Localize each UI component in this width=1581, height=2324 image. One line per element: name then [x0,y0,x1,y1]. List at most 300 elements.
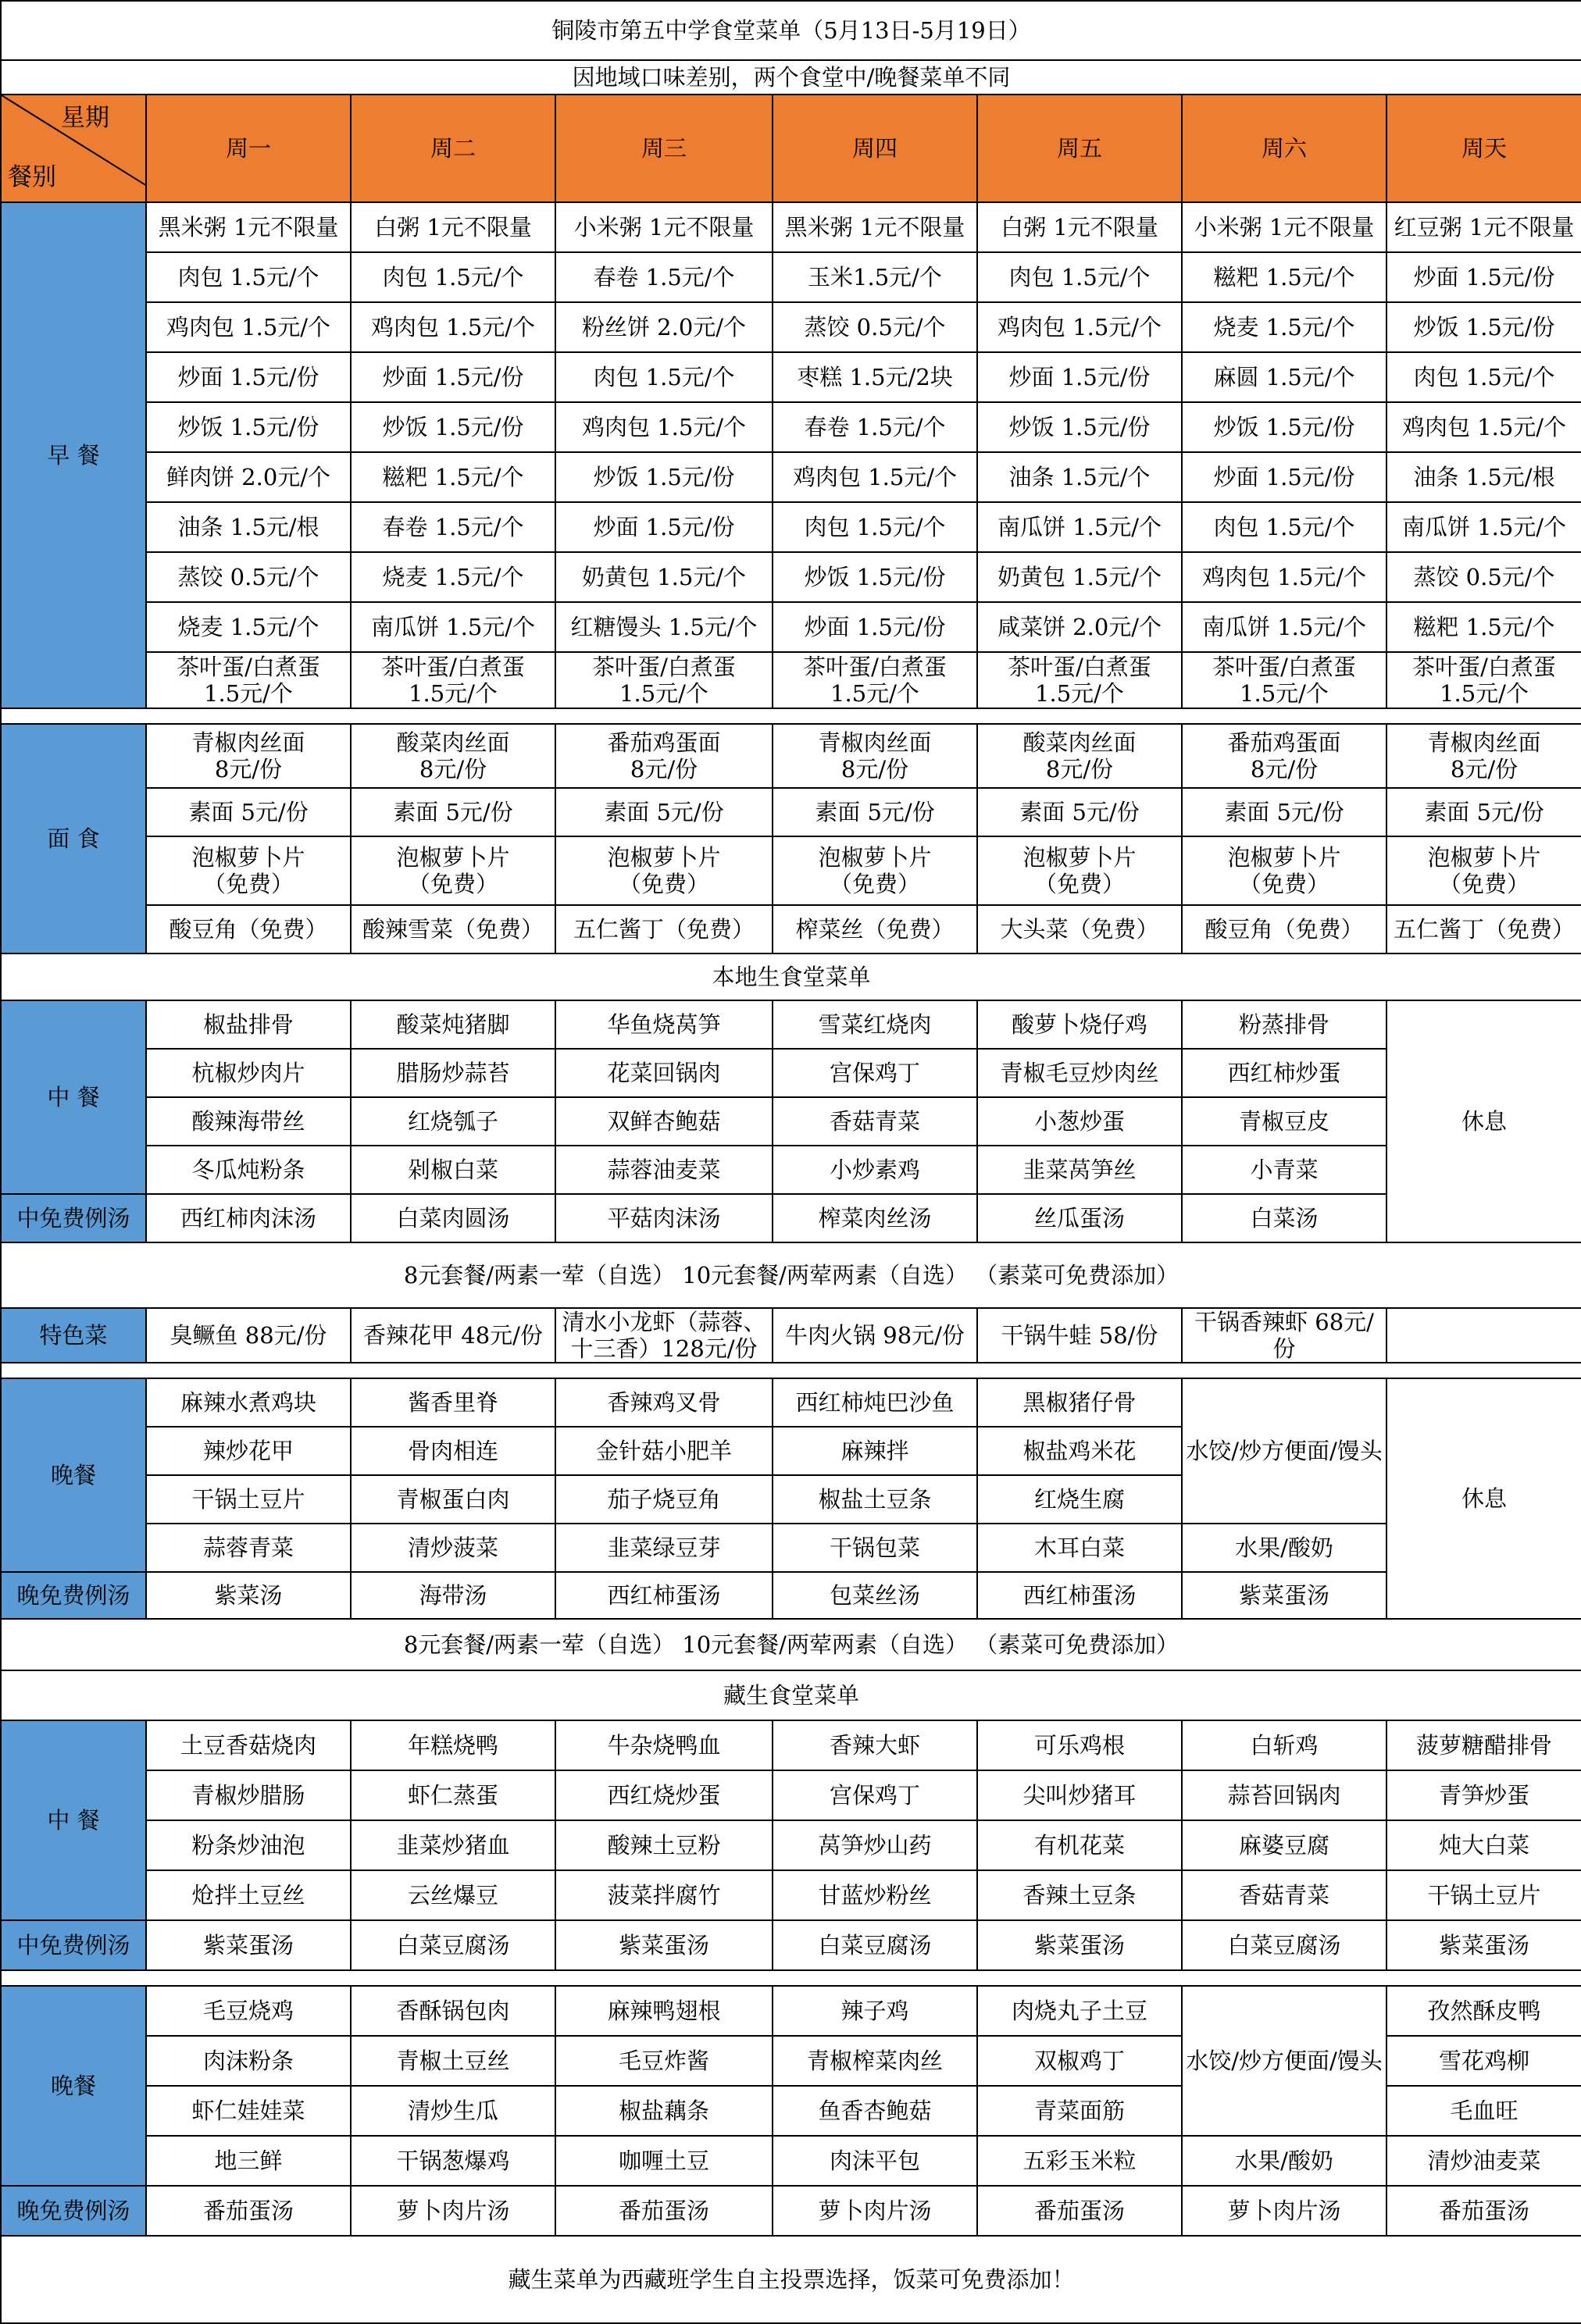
tibet-lunch-section [1,1720,1581,1970]
menu-item: 冬瓜炖粉条 [146,1146,351,1194]
noodle-section [1,724,1581,953]
local-lunch-row [1,1000,1581,1049]
menu-item: 有机花菜 [977,1820,1182,1870]
soup-item: 番茄蛋汤 [555,2186,773,2236]
soup-item: 白菜豆腐汤 [351,1920,555,1970]
menu-item: 青笋炒蛋 [1386,1770,1581,1820]
menu-item: 雪花鸡柳 [1386,2036,1581,2086]
menu-item: 油条 1.5元/根 [146,502,351,552]
special-item: 干锅香辣虾 68元/ 份 [1182,1308,1386,1363]
menu-item: 清炒油麦菜 [1386,2136,1581,2186]
soup-item: 番茄蛋汤 [1386,2186,1581,2236]
soup-item: 紫菜蛋汤 [555,1920,773,1970]
meal-label-lunch: 中 餐 [1,1000,146,1194]
menu-item: 番茄鸡蛋面 8元/份 [555,724,773,788]
menu-item: 蒜蓉青菜 [146,1524,351,1572]
local-lunch-row [1,1146,1581,1194]
local-lunch-section [1,1000,1581,1242]
menu-item: 红烧生腐 [977,1475,1182,1524]
menu-item: 土豆香菇烧肉 [146,1720,351,1770]
menu-item: 香酥锅包肉 [351,1986,555,2036]
menu-item: 五彩玉米粒 [977,2136,1182,2186]
menu-item: 五仁酱丁（免费） [555,905,773,953]
header-corner-cell [1,94,146,202]
menu-item: 虾仁娃娃菜 [146,2086,351,2136]
menu-item: 麻婆豆腐 [1182,1820,1386,1870]
menu-item: 炒面 1.5元/份 [1182,452,1386,502]
menu-item: 青椒炒腊肠 [146,1770,351,1820]
noodle-row [1,836,1581,905]
menu-item: 干锅葱爆鸡 [351,2136,555,2186]
local-lunch-note: 8元套餐/两素一荤（自选） 10元套餐/两荤两素（自选） （素菜可免费添加） [1,1242,1581,1308]
menu-item: 炒饭 1.5元/份 [146,402,351,452]
footer-note: 藏生菜单为西藏班学生自主投票选择，饭菜可免费添加！ [1,2236,1581,2323]
menu-item: 蒸饺 0.5元/个 [1386,552,1581,602]
menu-item: 烧麦 1.5元/个 [351,552,555,602]
menu-item: 辣炒花甲 [146,1427,351,1475]
menu-item: 小米粥 1元不限量 [555,202,773,252]
menu-item: 小青菜 [1182,1146,1386,1194]
meal-label-lunch: 中 餐 [1,1720,146,1920]
menu-item: 孜然酥皮鸭 [1386,1986,1581,2036]
menu-item: 枣糕 1.5元/2块 [773,352,977,402]
saturday-fruit: 水果/酸奶 [1182,1524,1386,1572]
soup-item: 海带汤 [351,1572,555,1619]
menu-item: 酸辣土豆粉 [555,1820,773,1870]
saturday-fruit: 水果/酸奶 [1182,2136,1386,2186]
menu-item: 春卷 1.5元/个 [555,252,773,302]
menu-item: 烧麦 1.5元/个 [146,602,351,652]
menu-item: 椒盐藕条 [555,2086,773,2136]
menu-item: 西红柿炖巴沙鱼 [773,1378,977,1427]
menu-item: 华鱼烧莴笋 [555,1000,773,1049]
menu-item: 肉包 1.5元/个 [555,352,773,402]
menu-item: 干锅土豆片 [1386,1870,1581,1920]
breakfast-row [1,502,1581,552]
local-lunch-row [1,1049,1581,1097]
local-dinner-note: 8元套餐/两素一荤（自选） 10元套餐/两荤两素（自选） （素菜可免费添加） [1,1619,1581,1670]
corner-weekday-label: 星期 [61,104,109,132]
menu-item: 地三鲜 [146,2136,351,2186]
soup-label: 中免费例汤 [1,1920,146,1970]
menu-item: 雪菜红烧肉 [773,1000,977,1049]
menu-item: 青椒毛豆炒肉丝 [977,1049,1182,1097]
menu-item: 尖叫炒猪耳 [977,1770,1182,1820]
menu-item: 素面 5元/份 [1386,788,1581,836]
menu-item: 清炒菠菜 [351,1524,555,1572]
menu-item: 白粥 1元不限量 [351,202,555,252]
menu-item: 牛杂烧鸭血 [555,1720,773,1770]
menu-item: 糍粑 1.5元/个 [1386,602,1581,652]
special-item: 牛肉火锅 98元/份 [773,1308,977,1363]
menu-item: 木耳白菜 [977,1524,1182,1572]
menu-item: 肉沫平包 [773,2136,977,2186]
menu-item: 韭菜莴笋丝 [977,1146,1182,1194]
menu-item: 红糖馒头 1.5元/个 [555,602,773,652]
menu-item: 粉丝饼 2.0元/个 [555,302,773,352]
meal-label-breakfast: 早 餐 [1,202,146,708]
menu-item: 双椒鸡丁 [977,2036,1182,2086]
special-item: 干锅牛蛙 58/份 [977,1308,1182,1363]
soup-item: 白菜汤 [1182,1194,1386,1242]
menu-item: 菠萝糖醋排骨 [1386,1720,1581,1770]
soup-item: 丝瓜蛋汤 [977,1194,1182,1242]
menu-item: 春卷 1.5元/个 [773,402,977,452]
menu-item: 干锅土豆片 [146,1475,351,1524]
menu-item: 蒜蓉油麦菜 [555,1146,773,1194]
menu-item: 茶叶蛋/白煮蛋 1.5元/个 [351,652,555,708]
menu-item: 素面 5元/份 [1182,788,1386,836]
menu-item: 辣子鸡 [773,1986,977,2036]
tibet-lunch-row [1,1720,1581,1770]
local-dinner-row [1,1524,1581,1572]
menu-item: 香辣大虾 [773,1720,977,1770]
menu-item: 小葱炒蛋 [977,1097,1182,1146]
menu-item: 炒面 1.5元/份 [555,502,773,552]
menu-item: 泡椒萝卜片 （免费） [1182,836,1386,905]
menu-item: 泡椒萝卜片 （免费） [351,836,555,905]
menu-item: 酸辣雪菜（免费） [351,905,555,953]
soup-item: 番茄蛋汤 [977,2186,1182,2236]
soup-item: 紫菜汤 [146,1572,351,1619]
noodle-row [1,905,1581,953]
menu-item: 双鲜杏鲍菇 [555,1097,773,1146]
soup-item: 萝卜肉片汤 [351,2186,555,2236]
soup-item: 白菜肉圆汤 [351,1194,555,1242]
soup-item: 平菇肉沫汤 [555,1194,773,1242]
rest-label: 休息 [1386,1000,1581,1242]
breakfast-row [1,352,1581,402]
menu-item: 韭菜炒猪血 [351,1820,555,1870]
menu-item: 炒饭 1.5元/份 [773,552,977,602]
menu-item: 咖喱土豆 [555,2136,773,2186]
noodle-row [1,724,1581,788]
menu-item: 毛豆炸酱 [555,2036,773,2086]
menu-item: 黑椒猪仔骨 [977,1378,1182,1427]
menu-item: 白斩鸡 [1182,1720,1386,1770]
menu-item: 小米粥 1元不限量 [1182,202,1386,252]
menu-item: 骨肉相连 [351,1427,555,1475]
menu-item: 茶叶蛋/白煮蛋 1.5元/个 [773,652,977,708]
menu-item: 酸辣海带丝 [146,1097,351,1146]
menu-item: 椒盐土豆条 [773,1475,977,1524]
breakfast-section [1,202,1581,708]
menu-item: 玉米1.5元/个 [773,252,977,302]
menu-item: 杭椒炒肉片 [146,1049,351,1097]
menu-item: 炒面 1.5元/份 [773,602,977,652]
menu-item: 酸豆角（免费） [146,905,351,953]
menu-item: 酱香里脊 [351,1378,555,1427]
soup-item: 榨菜肉丝汤 [773,1194,977,1242]
breakfast-row [1,452,1581,502]
menu-item: 五仁酱丁（免费） [1386,905,1581,953]
menu-item: 麻辣拌 [773,1427,977,1475]
day-header: 周六 [1182,94,1386,202]
menu-item: 花菜回锅肉 [555,1049,773,1097]
menu-item: 油条 1.5元/根 [1386,452,1581,502]
menu-item: 青椒榨菜肉丝 [773,2036,977,2086]
soup-label: 中免费例汤 [1,1194,146,1242]
menu-item: 炒饭 1.5元/份 [351,402,555,452]
menu-item: 青椒肉丝面 8元/份 [1386,724,1581,788]
soup-item: 紫菜蛋汤 [146,1920,351,1970]
local-lunch-soup-row [1,1194,1581,1242]
saturday-staple: 水饺/炒方便面/馒头 [1182,1378,1386,1524]
local-dinner-row [1,1378,1581,1427]
menu-item: 韭菜绿豆芽 [555,1524,773,1572]
menu-item: 香菇青菜 [1182,1870,1386,1920]
local-dinner-section [1,1378,1581,1619]
menu-item: 红豆粥 1元不限量 [1386,202,1581,252]
menu-item: 烧麦 1.5元/个 [1182,302,1386,352]
menu-item: 素面 5元/份 [773,788,977,836]
meal-label-special: 特色菜 [1,1308,146,1363]
menu-item: 肉包 1.5元/个 [1182,502,1386,552]
soup-item: 白菜豆腐汤 [773,1920,977,1970]
menu-item: 鱼香杏鲍菇 [773,2086,977,2136]
menu-item: 青椒土豆丝 [351,2036,555,2086]
soup-item: 番茄蛋汤 [146,2186,351,2236]
menu-item: 素面 5元/份 [351,788,555,836]
menu-item: 酸豆角（免费） [1182,905,1386,953]
menu-item: 素面 5元/份 [555,788,773,836]
menu-item: 香辣鸡叉骨 [555,1378,773,1427]
menu-item: 肉沫粉条 [146,2036,351,2086]
meal-label-dinner: 晚餐 [1,1986,146,2186]
menu-item: 西红烧炒蛋 [555,1770,773,1820]
menu-item: 云丝爆豆 [351,1870,555,1920]
special-item: 清水小龙虾（蒜蓉、 十三香）128元/份 [555,1308,773,1363]
menu-item: 白粥 1元不限量 [977,202,1182,252]
local-lunch-row [1,1097,1581,1146]
menu-item: 素面 5元/份 [977,788,1182,836]
day-header: 周四 [773,94,977,202]
soup-item: 西红柿蛋汤 [555,1572,773,1619]
soup-item: 紫菜蛋汤 [1182,1572,1386,1619]
menu-item: 粉蒸排骨 [1182,1000,1386,1049]
special-item [1386,1308,1581,1363]
menu-item: 奶黄包 1.5元/个 [977,552,1182,602]
menu-item: 茶叶蛋/白煮蛋 1.5元/个 [1182,652,1386,708]
breakfast-row [1,202,1581,252]
menu-item: 南瓜饼 1.5元/个 [1182,602,1386,652]
menu-item: 酸菜肉丝面 8元/份 [977,724,1182,788]
menu-item: 肉烧丸子土豆 [977,1986,1182,2036]
menu-item: 炝拌土豆丝 [146,1870,351,1920]
menu-item: 椒盐鸡米花 [977,1427,1182,1475]
menu-item: 酸菜肉丝面 8元/份 [351,724,555,788]
menu-item: 青椒肉丝面 8元/份 [146,724,351,788]
menu-item: 肉包 1.5元/个 [146,252,351,302]
menu-item: 炒面 1.5元/份 [146,352,351,402]
section-gap [1,1970,1581,1986]
menu-item: 油条 1.5元/个 [977,452,1182,502]
menu-item: 鸡肉包 1.5元/个 [773,452,977,502]
menu-item: 酸萝卜烧仔鸡 [977,1000,1182,1049]
soup-item: 紫菜蛋汤 [977,1920,1182,1970]
menu-item: 宫保鸡丁 [773,1770,977,1820]
local-canteen-title: 本地生食堂菜单 [1,953,1581,1000]
menu-item: 菠菜拌腐竹 [555,1870,773,1920]
menu-item: 香菇青菜 [773,1097,977,1146]
menu-item: 炒饭 1.5元/份 [555,452,773,502]
menu-item: 炒饭 1.5元/份 [977,402,1182,452]
special-dishes-row [1,1308,1581,1363]
soup-item: 包菜丝汤 [773,1572,977,1619]
day-header: 周一 [146,94,351,202]
soup-item: 萝卜肉片汤 [1182,2186,1386,2236]
section-gap [1,1363,1581,1378]
menu-item: 炒面 1.5元/份 [351,352,555,402]
day-header-row [1,94,1581,202]
breakfast-row [1,402,1581,452]
soup-item: 紫菜蛋汤 [1386,1920,1581,1970]
meal-label-noodles: 面 食 [1,724,146,953]
tibet-dinner-soup-row [1,2186,1581,2236]
section-gap [1,708,1581,724]
day-header: 周天 [1386,94,1581,202]
menu-item: 鸡肉包 1.5元/个 [1182,552,1386,602]
menu-item: 鸡肉包 1.5元/个 [555,402,773,452]
menu-item: 西红柿炒蛋 [1182,1049,1386,1097]
menu-item: 肉包 1.5元/个 [351,252,555,302]
menu-item: 鸡肉包 1.5元/个 [146,302,351,352]
soup-item: 西红柿肉沫汤 [146,1194,351,1242]
menu-item: 酸菜炖猪脚 [351,1000,555,1049]
meal-label-dinner: 晚餐 [1,1378,146,1572]
tibet-lunch-row [1,1770,1581,1820]
rest-label: 休息 [1386,1378,1581,1619]
soup-item: 萝卜肉片汤 [773,2186,977,2236]
tibet-canteen-title: 藏生食堂菜单 [1,1670,1581,1720]
day-header: 周二 [351,94,555,202]
menu-item: 肉包 1.5元/个 [977,252,1182,302]
menu-item: 糍粑 1.5元/个 [351,452,555,502]
day-header: 周五 [977,94,1182,202]
menu-item: 炒饭 1.5元/份 [1182,402,1386,452]
menu-item: 泡椒萝卜片 （免费） [773,836,977,905]
menu-item: 年糕烧鸭 [351,1720,555,1770]
menu-item: 毛豆烧鸡 [146,1986,351,2036]
menu-item: 南瓜饼 1.5元/个 [351,602,555,652]
menu-item: 南瓜饼 1.5元/个 [977,502,1182,552]
menu-item: 麻辣水煮鸡块 [146,1378,351,1427]
local-dinner-soup-row [1,1572,1581,1619]
menu-item: 鸡肉包 1.5元/个 [1386,402,1581,452]
menu-item: 春卷 1.5元/个 [351,502,555,552]
menu-item: 莴笋炒山药 [773,1820,977,1870]
menu-item: 鸡肉包 1.5元/个 [977,302,1182,352]
menu-item: 泡椒萝卜片 （免费） [977,836,1182,905]
tibet-lunch-soup-row [1,1920,1581,1970]
menu-item: 鸡肉包 1.5元/个 [351,302,555,352]
breakfast-row [1,552,1581,602]
tibet-dinner-section [1,1986,1581,2236]
saturday-staple: 水饺/炒方便面/馒头 [1182,1986,1386,2136]
menu-item: 茶叶蛋/白煮蛋 1.5元/个 [1386,652,1581,708]
menu-item: 炒面 1.5元/份 [977,352,1182,402]
menu-item: 茶叶蛋/白煮蛋 1.5元/个 [977,652,1182,708]
menu-item: 炖大白菜 [1386,1820,1581,1870]
menu-item: 南瓜饼 1.5元/个 [1386,502,1581,552]
menu-item: 金针菇小肥羊 [555,1427,773,1475]
menu-item: 奶黄包 1.5元/个 [555,552,773,602]
menu-item: 茶叶蛋/白煮蛋 1.5元/个 [555,652,773,708]
menu-item: 小炒素鸡 [773,1146,977,1194]
breakfast-row [1,652,1581,708]
menu-item: 粉条炒油泡 [146,1820,351,1870]
menu-item: 黑米粥 1元不限量 [146,202,351,252]
tibet-dinner-row [1,2136,1581,2186]
noodle-row [1,788,1581,836]
menu-item: 泡椒萝卜片 （免费） [1386,836,1581,905]
menu-item: 肉包 1.5元/个 [773,502,977,552]
menu-item: 红烧瓠子 [351,1097,555,1146]
menu-item: 干锅包菜 [773,1524,977,1572]
breakfast-row [1,302,1581,352]
menu-item: 榨菜丝（免费） [773,905,977,953]
soup-label: 晚免费例汤 [1,1572,146,1619]
menu-item: 椒盐排骨 [146,1000,351,1049]
menu-item: 宫保鸡丁 [773,1049,977,1097]
menu-item: 可乐鸡根 [977,1720,1182,1770]
menu-item: 青椒豆皮 [1182,1097,1386,1146]
menu-item: 香辣土豆条 [977,1870,1182,1920]
menu-item: 青椒肉丝面 8元/份 [773,724,977,788]
menu-item: 大头菜（免费） [977,905,1182,953]
soup-label: 晚免费例汤 [1,2186,146,2236]
tibet-lunch-row [1,1870,1581,1920]
breakfast-row [1,252,1581,302]
menu-item: 素面 5元/份 [146,788,351,836]
menu-item: 肉包 1.5元/个 [1386,352,1581,402]
menu-item: 鲜肉饼 2.0元/个 [146,452,351,502]
menu-item: 茄子烧豆角 [555,1475,773,1524]
tibet-lunch-row [1,1820,1581,1870]
menu-item: 虾仁蒸蛋 [351,1770,555,1820]
day-header: 周三 [555,94,773,202]
soup-item: 白菜豆腐汤 [1182,1920,1386,1970]
menu-item: 炒饭 1.5元/份 [1386,302,1581,352]
special-item: 香辣花甲 48元/份 [351,1308,555,1363]
menu-item: 蒜苔回锅肉 [1182,1770,1386,1820]
breakfast-row [1,602,1581,652]
menu-item: 炒面 1.5元/份 [1386,252,1581,302]
menu-item: 清炒生瓜 [351,2086,555,2136]
page-title: 铜陵市第五中学食堂菜单（5月13日-5月19日） [1,1,1581,60]
menu-item: 黑米粥 1元不限量 [773,202,977,252]
menu-item: 青椒蛋白肉 [351,1475,555,1524]
menu-item: 青菜面筋 [977,2086,1182,2136]
corner-meal-label: 餐别 [8,163,56,191]
menu-item: 腊肠炒蒜苔 [351,1049,555,1097]
menu-item: 泡椒萝卜片 （免费） [555,836,773,905]
menu-item: 剁椒白菜 [351,1146,555,1194]
menu-item: 蒸饺 0.5元/个 [773,302,977,352]
menu-item: 麻圆 1.5元/个 [1182,352,1386,402]
menu-item: 咸菜饼 2.0元/个 [977,602,1182,652]
menu-item: 糍粑 1.5元/个 [1182,252,1386,302]
menu-item: 毛血旺 [1386,2086,1581,2136]
page-subtitle: 因地域口味差别，两个食堂中/晚餐菜单不同 [1,60,1581,94]
tibet-dinner-row [1,1986,1581,2036]
special-item: 臭鳜鱼 88元/份 [146,1308,351,1363]
soup-item: 西红柿蛋汤 [977,1572,1182,1619]
menu-item: 麻辣鸭翅根 [555,1986,773,2036]
menu-item: 蒸饺 0.5元/个 [146,552,351,602]
menu-item: 茶叶蛋/白煮蛋 1.5元/个 [146,652,351,708]
menu-item: 甘蓝炒粉丝 [773,1870,977,1920]
